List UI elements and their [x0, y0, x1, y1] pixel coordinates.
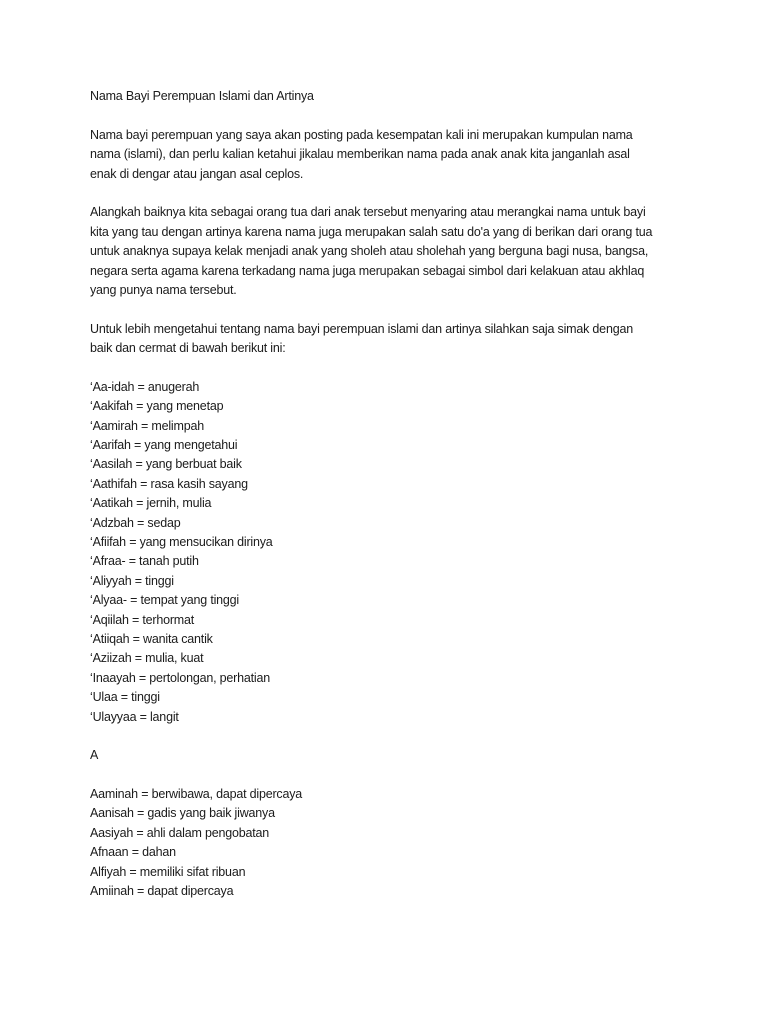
title-block: [90, 87, 750, 106]
name-list-item: ‘Adzbah = sedap: [90, 515, 181, 530]
paragraph-intro-3: [90, 320, 750, 359]
name-list-item: Aanisah = gadis yang baik jiwanya: [90, 806, 275, 821]
name-list-item: ‘Inaayah = pertolongan, perhatian: [90, 670, 271, 685]
name-list-item: ‘Aliyyah = tinggi: [90, 573, 174, 588]
document-title: Nama Bayi Perempuan Islami dan Artinya: [90, 89, 314, 103]
name-list-item: ‘Aatikah = jernih, mulia: [90, 496, 212, 511]
paragraph-intro-1: [90, 126, 750, 184]
paragraph-line: enak di dengar atau jangan asal ceplos.: [90, 166, 304, 181]
name-list-item: ‘Aasilah = yang berbuat baik: [90, 457, 242, 472]
name-list-item: Alfiyah = memiliki sifat ribuan: [90, 864, 246, 879]
name-list-item: ‘Alyaa- = tempat yang tinggi: [90, 593, 240, 608]
section-heading: A: [90, 748, 99, 763]
name-list-item: Afnaan = dahan: [90, 845, 176, 860]
name-list-item: ‘Afiifah = yang mensucikan dirinya: [90, 534, 273, 549]
paragraph-intro-2: [90, 203, 750, 300]
section-a-heading-block: [90, 746, 750, 765]
section-a-names-list: [90, 785, 750, 901]
paragraph-line: yang punya nama tersebut.: [90, 282, 237, 297]
name-list-item: ‘Aarifah = yang mengetahui: [90, 438, 238, 453]
name-list-item: Aasiyah = ahli dalam pengobatan: [90, 825, 270, 840]
paragraph-line: Alangkah baiknya kita sebagai orang tua dari anak tersebut menyaring atau merangkai nama untuk bayi: [90, 205, 646, 220]
paragraph-line: Untuk lebih mengetahui tentang nama bayi perempuan islami dan artinya silahkan saja simak dengan: [90, 321, 633, 336]
apostrophe-names-list: [90, 378, 750, 727]
name-list-item: ‘Aakifah = yang menetap: [90, 399, 224, 414]
name-list-item: ‘Aa-idah = anugerah: [90, 379, 200, 394]
paragraph-line: negara serta agama karena terkadang nama juga merupakan sebagai simbol dari kelakuan atau akhlaq: [90, 263, 645, 278]
paragraph-line: kita yang tau dengan artinya karena nama juga merupakan salah satu do'a yang di berikan dari orang tua: [90, 224, 653, 239]
name-list-item: Amiinah = dapat dipercaya: [90, 884, 234, 899]
name-list-item: ‘Aamirah = melimpah: [90, 418, 204, 433]
paragraph-line: baik dan cermat di bawah berikut ini:: [90, 341, 286, 356]
name-list-item: ‘Atiiqah = wanita cantik: [90, 631, 213, 646]
name-list-item: ‘Aathifah = rasa kasih sayang: [90, 476, 248, 491]
name-list-item: Aaminah = berwibawa, dapat dipercaya: [90, 787, 303, 802]
name-list-item: ‘Ulayyaa = langit: [90, 709, 179, 724]
document-content: [90, 87, 750, 901]
name-list-item: ‘Aqiilah = terhormat: [90, 612, 195, 627]
name-list-item: ‘Aziizah = mulia, kuat: [90, 651, 204, 666]
name-list-item: ‘Afraa- = tanah putih: [90, 554, 199, 569]
name-list-item: ‘Ulaa = tinggi: [90, 690, 160, 705]
paragraph-line: nama (islami), dan perlu kalian ketahui jikalau memberikan nama pada anak anak kita janganlah asal: [90, 147, 630, 162]
paragraph-line: untuk anaknya supaya kelak menjadi anak yang sholeh atau sholehah yang berguna bagi nusa, bangsa,: [90, 244, 649, 259]
paragraph-line: Nama bayi perempuan yang saya akan posting pada kesempatan kali ini merupakan kumpulan nama: [90, 127, 633, 142]
